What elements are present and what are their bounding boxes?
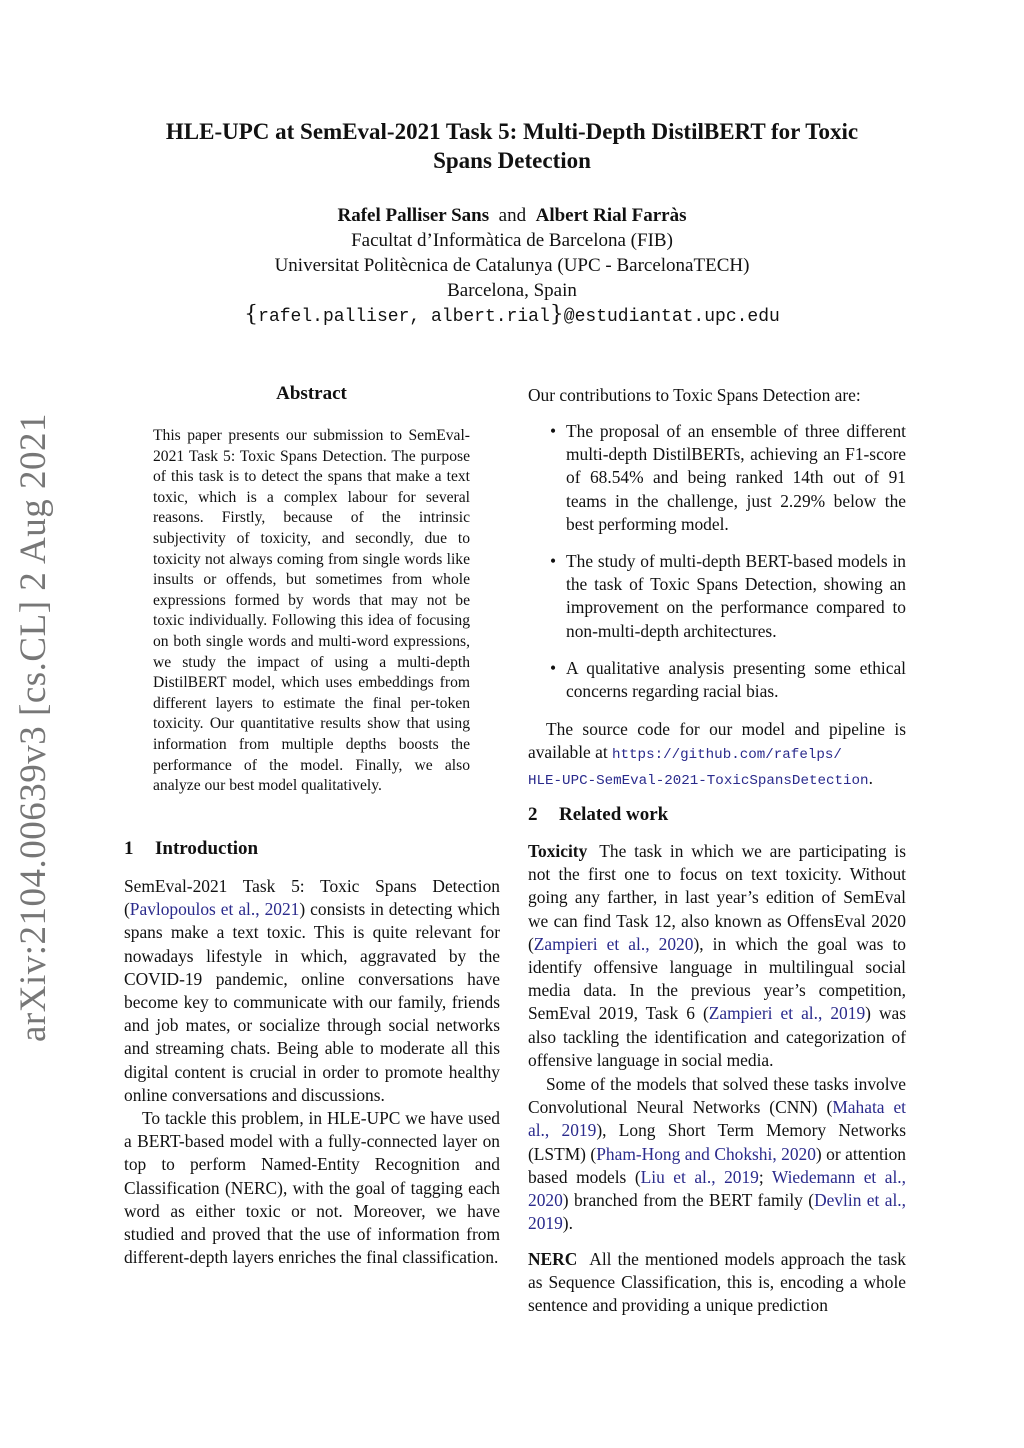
introduction-body — [124, 875, 500, 1269]
text-run: SemEval-2021 Task 5: Toxic Spans Detection ( — [124, 876, 500, 920]
list-item — [528, 550, 906, 643]
contributions-lead: Our contributions to Toxic Spans Detection are: — [528, 385, 861, 405]
contributions-list — [528, 420, 906, 717]
github-link-part-2: HLE-UPC-SemEval-2021-ToxicSpansDetection — [528, 773, 869, 790]
citation-link[interactable]: Liu et al., 2019 — [640, 1166, 759, 1187]
text-run: ; — [758, 1166, 772, 1187]
affiliation-faculty: Facultat d’Informàtica de Barcelona (FIB) — [351, 230, 673, 251]
author-2: Albert Rial Farràs — [535, 205, 687, 226]
text-run: The task in which we are participating is not the first one to focus on text toxicity. Without going any farther, in last year’s edition of SemEval we can find Task 12, also known as OffensEval 2020 ( — [528, 841, 906, 954]
section-title: Related work — [559, 804, 669, 825]
list-item — [528, 420, 906, 536]
email-brace-open: { — [244, 302, 259, 327]
github-link-part-1: https://github.com/rafelps/ — [612, 747, 842, 764]
text-run: The source code for our model and pipeline is available at — [528, 719, 906, 763]
list-item-text: The study of multi-depth BERT-based models in the task of Toxic Spans Detection, showing an improvement on the performance compared to non-multi-depth architectures. — [566, 551, 906, 641]
source-code-paragraph — [528, 718, 906, 794]
text-run: ) or attention based models ( — [528, 1143, 906, 1187]
paper-title-line-1: HLE-UPC at SemEval-2021 Task 5: Multi-Depth DistilBERT for Toxic — [165, 119, 859, 144]
paper-title-line-2: Spans Detection — [433, 148, 591, 173]
citation-link[interactable]: Pham-Hong and Chokshi, 2020 — [596, 1143, 816, 1164]
text-run: ) was also tackling the identification and categorization of offensive language in social media. — [528, 1003, 906, 1070]
citation-link[interactable]: Zampieri et al., 2020 — [533, 933, 694, 954]
email-usernames: rafel.palliser, albert.rial — [258, 307, 550, 327]
section-number: 2 — [528, 804, 538, 825]
email-brace-close: } — [549, 302, 564, 327]
author-connector: and — [498, 205, 527, 226]
text-run: All the mentioned models approach the task as Sequence Classification, this is, encoding a whole sentence and providing a unique prediction — [528, 1249, 906, 1316]
toxicity-text — [528, 840, 906, 1072]
toxicity-label: Toxicity — [528, 841, 588, 861]
related-work-heading — [528, 804, 668, 826]
email-domain: @estudiantat.upc.edu — [563, 307, 780, 327]
citation-link[interactable]: Pavlopoulos et al., 2021 — [129, 899, 300, 920]
nerc-label: NERC — [528, 1249, 578, 1269]
list-item-text: The proposal of an ensemble of three different multi-depth DistilBERTs, achieving an F1-score of 68.54% and being ranked 14th out of 91 teams in the challenge, just 2.29% below the best performing model. — [566, 421, 906, 534]
introduction-heading — [124, 838, 258, 860]
arxiv-identifier-stamp: arXiv:2104.00639v3 [cs.CL] 2 Aug 2021 — [13, 413, 54, 1042]
text-run: ), Long Short Term Memory Networks (LSTM) ( — [528, 1120, 906, 1164]
citation-link[interactable]: Zampieri et al., 2019 — [708, 1003, 866, 1024]
list-item — [528, 657, 906, 703]
section-number: 1 — [124, 838, 134, 859]
citation-link[interactable]: Devlin et al., 2019 — [528, 1190, 906, 1234]
models-paragraph — [528, 1073, 906, 1235]
nerc-text — [528, 1248, 906, 1318]
author-1: Rafel Palliser Sans — [337, 205, 490, 226]
text-run: . — [868, 768, 873, 789]
abstract-body: This paper presents our submission to SemEval-2021 Task 5: Toxic Spans Detection. The purpose of this task is to detect the spans that make a text toxic, which is a complex labour for several reasons. Firstly, because of the intrinsic subjectivity of toxicity, and secondly, due to toxicity not always coming from single words like insults or offends, but sometimes from whole expressions formed by words that may not be toxic individually. Following this idea of focusing on both single words and multi-word expressions, we study the impact of using a multi-depth DistilBERT model, which uses embeddings from different layers to estimate the final per-token toxicity. Our quantitative results show that using information from multiple depths boosts the performance of the model. Finally, we also analyze our best model qualitatively. — [153, 427, 470, 795]
text-run: ) branched from the BERT family ( — [562, 1190, 815, 1211]
bullet-icon: • — [550, 551, 557, 572]
text-run: ), in which the goal was to identify offensive language in multilingual social media data. In the previous year’s competition, SemEval 2019, Task 6 ( — [528, 933, 907, 1024]
models-text — [528, 1073, 906, 1235]
affiliation-university: Universitat Politècnica de Catalunya (UPC - BarcelonaTECH) — [274, 255, 750, 276]
text-run: ). — [562, 1213, 573, 1234]
bullet-icon: • — [550, 657, 557, 678]
paper-title — [112, 117, 912, 175]
author-names — [112, 204, 912, 228]
nerc-paragraph — [528, 1248, 906, 1318]
author-emails — [112, 302, 912, 330]
affiliation-city: Barcelona, Spain — [447, 280, 577, 301]
source-code-text — [528, 718, 906, 794]
toxicity-paragraph — [528, 840, 906, 1072]
citation-link[interactable]: Wiedemann et al., 2020 — [528, 1166, 906, 1211]
introduction-paragraph-2: To tackle this problem, in HLE-UPC we have used a BERT-based model with a fully-connected layer on top to perform Named-Entity Recognition and Classification (NERC), with the goal of tagging each word as either toxic or not. Moreover, we have studied and proved that the use of information from different-depth layers enriches the final classification. — [124, 1108, 500, 1268]
section-title: Introduction — [155, 838, 259, 859]
abstract-heading: Abstract — [276, 383, 347, 404]
list-item-text: A qualitative analysis presenting some ethical concerns regarding racial bias. — [566, 657, 906, 702]
text-run: Some of the models that solved these tasks involve Convolutional Neural Networks (CNN) ( — [528, 1074, 906, 1118]
introduction-paragraph-1 — [124, 875, 500, 1107]
text-run: ) consists in detecting which spans make a text toxic. This is quite relevant for nowadays lifestyle in which, aggravated by the COVID-19 pandemic, online conversations have become key to communicate with our family, friends and job mates, or socialize through social networks and streaming chats. Being able to moderate all this digital content is crucial in order to promote healthy online conversations and discussions. — [124, 899, 500, 1105]
citation-link[interactable]: Mahata et al., 2019 — [528, 1097, 906, 1141]
bullet-icon: • — [550, 421, 557, 441]
